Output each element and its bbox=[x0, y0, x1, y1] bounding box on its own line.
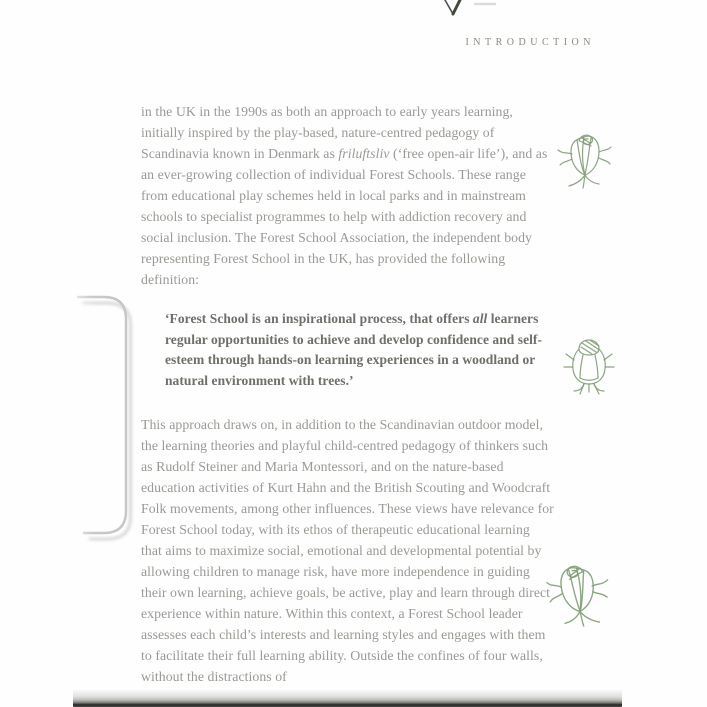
paragraph-1-text: in the UK in the 1990s as both an approach to early years learning, initially inspired by the play-based, nature-centred pedagogy of Scandinavia known in Denmark as bbox=[141, 104, 513, 161]
leaf-tip-icon bbox=[437, 0, 501, 18]
rosebud-icon bbox=[543, 553, 614, 631]
quote-text-start: ‘Forest School is an inspirational process, that offers bbox=[165, 311, 473, 326]
quote-text-cont: learners regular opportunities to achieve and develop confidence and self-esteem through hands-on learning experiences in a woodland or natural environment with trees.’ bbox=[165, 311, 542, 388]
rosebud-icon bbox=[556, 127, 612, 189]
running-head: INTRODUCTION bbox=[465, 37, 595, 48]
italic-term-all: all bbox=[472, 311, 488, 326]
quote-bracket-decoration bbox=[0, 288, 150, 550]
definition-quote bbox=[165, 309, 543, 391]
page-edge-shadow bbox=[73, 689, 622, 707]
rosebud-icon bbox=[562, 334, 616, 396]
italic-term-friluftsliv: friluftsliv bbox=[338, 146, 390, 161]
text-column bbox=[141, 101, 554, 687]
paragraph-1 bbox=[141, 101, 554, 290]
paragraph-1-text-cont: (‘free open-air life’), and as an ever-growing collection of individual Forest Schools. These range from educational play schemes held in local parks and in mainstream schools to specialist programmes to help with addiction recovery and social inclusion. The Forest School Association, the independent body representing Forest School in the UK, has provided the following definition: bbox=[141, 146, 548, 287]
quote-text bbox=[165, 309, 543, 391]
paragraph-2: This approach draws on, in addition to the Scandinavian outdoor model, the learning theories and playful child-centred pedagogy of thinkers such as Rudolf Steiner and Maria Montessori, and on the nature-based education activities of Kurt Hahn and the British Scouting and Woodcraft Folk movements, among other influences. These views have relevance for Forest School today, with its ethos of therapeutic educational learning that aims to maximize social, emotional and developmental potential by allowing children to manage risk, have more independence in guiding their own learning, achieve goals, be active, play and learn through direct experience within nature. Within this context, a Forest School leader assesses each child’s interests and learning styles and engages with them to facilitate their full learning ability. Outside the confines of four walls, without the distractions of bbox=[141, 417, 554, 684]
